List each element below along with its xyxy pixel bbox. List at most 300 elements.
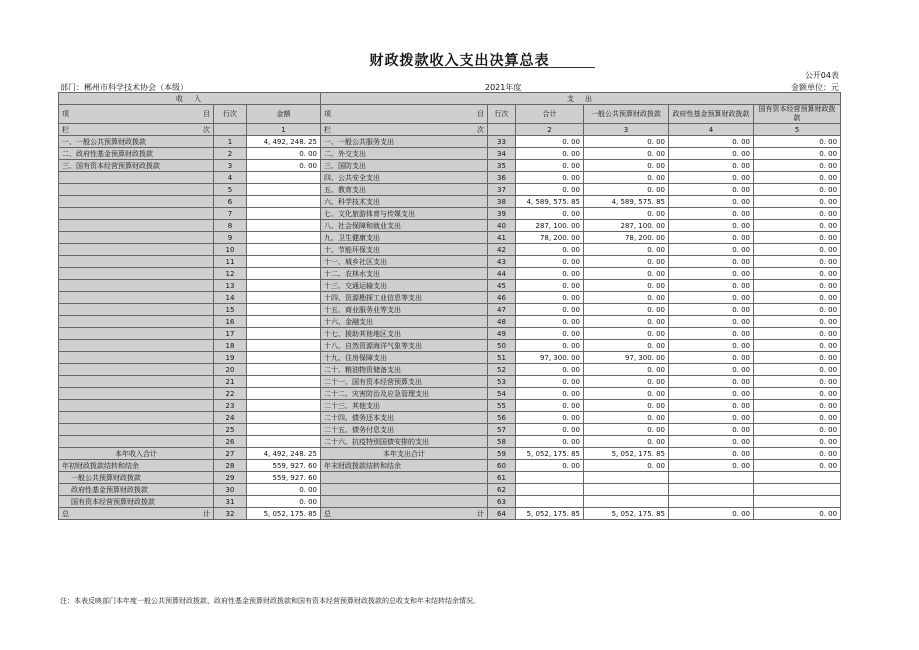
income-amount bbox=[247, 304, 321, 316]
table-row bbox=[59, 472, 841, 484]
income-row-no: 16 bbox=[214, 316, 247, 328]
expense-row-no: 62 bbox=[488, 484, 516, 496]
expense-item-label: 二十四、债务还本支出 bbox=[321, 412, 488, 424]
income-row-no: 23 bbox=[214, 400, 247, 412]
expense-gov-fund: 0. 00 bbox=[669, 304, 754, 316]
expense-general: 0. 00 bbox=[584, 424, 669, 436]
expense-gov-fund: 0. 00 bbox=[669, 316, 754, 328]
expense-general: 0. 00 bbox=[584, 280, 669, 292]
lan-ci-label bbox=[321, 124, 488, 136]
expense-row-no: 57 bbox=[488, 424, 516, 436]
table-row bbox=[59, 244, 841, 256]
expense-total: 97, 300. 00 bbox=[516, 352, 584, 364]
table-row bbox=[59, 280, 841, 292]
carry-sub-label: 一般公共预算财政拨款 bbox=[59, 472, 214, 484]
empty-cell bbox=[516, 472, 584, 484]
table-row bbox=[59, 220, 841, 232]
income-amount bbox=[247, 232, 321, 244]
expense-header: 支 出 bbox=[321, 93, 841, 105]
income-amount bbox=[247, 208, 321, 220]
expense-general: 5, 052, 175. 85 bbox=[584, 448, 669, 460]
income-amount bbox=[247, 412, 321, 424]
expense-gov-fund: 0. 00 bbox=[669, 388, 754, 400]
expense-state-capital: 0. 00 bbox=[754, 184, 841, 196]
carry-begin-label: 年初财政拨款结转和结余 bbox=[59, 460, 214, 472]
expense-state-capital: 0. 00 bbox=[754, 340, 841, 352]
income-item-label bbox=[59, 220, 214, 232]
row-no-header: 行次 bbox=[214, 105, 247, 124]
expense-gov-fund: 0. 00 bbox=[669, 352, 754, 364]
expense-gov-fund: 0. 00 bbox=[669, 400, 754, 412]
expense-item-label: 二十三、其他支出 bbox=[321, 400, 488, 412]
expense-total: 0. 00 bbox=[516, 208, 584, 220]
income-amount bbox=[247, 424, 321, 436]
income-row-no: 5 bbox=[214, 184, 247, 196]
expense-item-label: 十四、资源勘探工业信息等支出 bbox=[321, 292, 488, 304]
income-total-label: 本年收入合计 bbox=[59, 448, 214, 460]
expense-item-label: 十九、住房保障支出 bbox=[321, 352, 488, 364]
expense-item-label: 二十一、国有资本经营预算支出 bbox=[321, 376, 488, 388]
expense-gov-fund: 0. 00 bbox=[669, 328, 754, 340]
title-underline bbox=[415, 67, 595, 68]
lan-label: 栏 bbox=[62, 125, 69, 134]
income-item-label bbox=[59, 208, 214, 220]
state-capital-header: 国有资本经营预算财政拨款 bbox=[754, 105, 841, 124]
income-row-no: 20 bbox=[214, 364, 247, 376]
expense-total: 0. 00 bbox=[516, 292, 584, 304]
income-item-label bbox=[59, 316, 214, 328]
table-row bbox=[59, 376, 841, 388]
expense-general: 0. 00 bbox=[584, 184, 669, 196]
table-row bbox=[59, 412, 841, 424]
income-amount bbox=[247, 244, 321, 256]
income-item-label bbox=[59, 304, 214, 316]
expense-row-no: 61 bbox=[488, 472, 516, 484]
income-amount: 0. 00 bbox=[247, 160, 321, 172]
lan-number: 5 bbox=[754, 124, 841, 136]
income-item-label bbox=[59, 280, 214, 292]
expense-item-label: 一、一般公共服务支出 bbox=[321, 136, 488, 148]
income-row-no: 4 bbox=[214, 172, 247, 184]
income-row-no: 11 bbox=[214, 256, 247, 268]
income-item-label bbox=[59, 388, 214, 400]
grand-total-income-label bbox=[59, 508, 214, 520]
income-row-no: 24 bbox=[214, 412, 247, 424]
expense-item-label: 二十五、债务付息支出 bbox=[321, 424, 488, 436]
income-amount bbox=[247, 340, 321, 352]
empty-cell bbox=[669, 472, 754, 484]
income-row-no: 2 bbox=[214, 148, 247, 160]
expense-general: 0. 00 bbox=[584, 460, 669, 472]
income-row-no: 3 bbox=[214, 160, 247, 172]
expense-gov-fund: 0. 00 bbox=[669, 148, 754, 160]
income-row-no: 27 bbox=[214, 448, 247, 460]
item-header-start: 项 bbox=[62, 110, 69, 118]
expense-item-label: 十七、援助其他地区支出 bbox=[321, 328, 488, 340]
income-item-label bbox=[59, 232, 214, 244]
expense-state-capital: 0. 00 bbox=[754, 268, 841, 280]
expense-state-capital: 0. 00 bbox=[754, 208, 841, 220]
lan-label: 栏 bbox=[324, 125, 332, 134]
expense-row-no: 50 bbox=[488, 340, 516, 352]
table-row bbox=[59, 484, 841, 496]
general-budget-header: 一般公共预算财政拨款 bbox=[584, 105, 669, 124]
expense-state-capital: 0. 00 bbox=[754, 400, 841, 412]
income-row-no: 7 bbox=[214, 208, 247, 220]
expense-total: 0. 00 bbox=[516, 460, 584, 472]
expense-total: 0. 00 bbox=[516, 184, 584, 196]
expense-gov-fund: 0. 00 bbox=[669, 184, 754, 196]
expense-row-no: 46 bbox=[488, 292, 516, 304]
expense-general: 0. 00 bbox=[584, 292, 669, 304]
grand-total-start: 总 bbox=[62, 509, 69, 518]
income-amount bbox=[247, 196, 321, 208]
expense-total: 0. 00 bbox=[516, 436, 584, 448]
expense-item-label: 九、卫生健康支出 bbox=[321, 232, 488, 244]
expense-state-capital: 0. 00 bbox=[754, 460, 841, 472]
expense-gov-fund: 0. 00 bbox=[669, 280, 754, 292]
empty-cell bbox=[516, 496, 584, 508]
expense-state-capital: 0. 00 bbox=[754, 364, 841, 376]
expense-gov-fund: 0. 00 bbox=[669, 268, 754, 280]
expense-gov-fund: 0. 00 bbox=[669, 340, 754, 352]
carry-sub-label: 政府性基金预算财政拨款 bbox=[59, 484, 214, 496]
expense-row-no: 53 bbox=[488, 376, 516, 388]
expense-total: 0. 00 bbox=[516, 424, 584, 436]
expense-gov-fund: 0. 00 bbox=[669, 172, 754, 184]
row-no-header: 行次 bbox=[488, 105, 516, 124]
expense-total: 0. 00 bbox=[516, 364, 584, 376]
empty-cell bbox=[754, 472, 841, 484]
expense-state-capital: 0. 00 bbox=[754, 136, 841, 148]
grand-total-expense-label bbox=[321, 508, 488, 520]
expense-gov-fund: 0. 00 bbox=[669, 160, 754, 172]
income-row-no: 26 bbox=[214, 436, 247, 448]
income-amount bbox=[247, 436, 321, 448]
expense-total: 0. 00 bbox=[516, 340, 584, 352]
footnote: 注：本表反映部门本年度一般公共预算财政拨款、政府性基金预算财政拨款和国有资本经营预算财政拨款的总收支和年末结转结余情况。 bbox=[60, 597, 480, 605]
empty-cell bbox=[584, 496, 669, 508]
expense-general: 287, 100. 00 bbox=[584, 220, 669, 232]
grand-total-end: 计 bbox=[477, 509, 485, 518]
grand-total-amount: 5, 052, 175. 85 bbox=[247, 508, 321, 520]
income-row-no: 29 bbox=[214, 472, 247, 484]
budget-table bbox=[58, 92, 841, 520]
expense-row-no: 47 bbox=[488, 304, 516, 316]
income-amount bbox=[247, 328, 321, 340]
amount-header: 金额 bbox=[247, 105, 321, 124]
expense-row-no: 38 bbox=[488, 196, 516, 208]
income-item-label bbox=[59, 340, 214, 352]
income-amount bbox=[247, 172, 321, 184]
expense-general: 0. 00 bbox=[584, 364, 669, 376]
expense-gov-fund: 0. 00 bbox=[669, 424, 754, 436]
expense-item-label: 七、文化旅游体育与传媒支出 bbox=[321, 208, 488, 220]
expense-total: 0. 00 bbox=[516, 412, 584, 424]
carry-sub-amount: 0. 00 bbox=[247, 484, 321, 496]
income-amount bbox=[247, 268, 321, 280]
expense-general: 5, 052, 175. 85 bbox=[584, 508, 669, 520]
expense-general: 0. 00 bbox=[584, 304, 669, 316]
expense-item-label: 四、公共安全支出 bbox=[321, 172, 488, 184]
income-amount bbox=[247, 364, 321, 376]
expense-row-no: 48 bbox=[488, 316, 516, 328]
grand-total-start: 总 bbox=[324, 509, 332, 518]
expense-row-no: 63 bbox=[488, 496, 516, 508]
expense-row-no: 34 bbox=[488, 148, 516, 160]
expense-gov-fund: 0. 00 bbox=[669, 208, 754, 220]
table-row bbox=[59, 460, 841, 472]
income-row-no: 9 bbox=[214, 232, 247, 244]
lan-number: 1 bbox=[247, 124, 321, 136]
table-row bbox=[59, 364, 841, 376]
expense-item-label: 二十二、灾害防治及应急管理支出 bbox=[321, 388, 488, 400]
expense-item-label: 八、社会保障和就业支出 bbox=[321, 220, 488, 232]
expense-total: 0. 00 bbox=[516, 376, 584, 388]
department-label: 部门：郴州市科学技术协会（本级） bbox=[60, 83, 188, 92]
income-row-no: 15 bbox=[214, 304, 247, 316]
income-item-label bbox=[59, 412, 214, 424]
expense-total: 5, 052, 175. 85 bbox=[516, 448, 584, 460]
income-item-label bbox=[59, 268, 214, 280]
expense-item-label: 三、国防支出 bbox=[321, 160, 488, 172]
expense-gov-fund: 0. 00 bbox=[669, 256, 754, 268]
expense-row-no: 42 bbox=[488, 244, 516, 256]
income-row-no: 17 bbox=[214, 328, 247, 340]
ci-label: 次 bbox=[477, 125, 485, 134]
table-row bbox=[59, 400, 841, 412]
empty-cell bbox=[754, 484, 841, 496]
expense-item-label: 十五、商业服务业等支出 bbox=[321, 304, 488, 316]
income-amount bbox=[247, 280, 321, 292]
income-item-label bbox=[59, 244, 214, 256]
table-row bbox=[59, 340, 841, 352]
expense-state-capital: 0. 00 bbox=[754, 328, 841, 340]
expense-gov-fund: 0. 00 bbox=[669, 412, 754, 424]
expense-general: 0. 00 bbox=[584, 436, 669, 448]
expense-general: 0. 00 bbox=[584, 172, 669, 184]
unit-label: 金额单位：元 bbox=[791, 83, 839, 92]
expense-total: 0. 00 bbox=[516, 280, 584, 292]
table-row bbox=[59, 160, 841, 172]
income-row-no: 28 bbox=[214, 460, 247, 472]
expense-gov-fund: 0. 00 bbox=[669, 448, 754, 460]
expense-total: 0. 00 bbox=[516, 316, 584, 328]
year-label: 2021年度 bbox=[485, 83, 522, 92]
expense-item-label: 六、科学技术支出 bbox=[321, 196, 488, 208]
expense-item-label: 十二、农林水支出 bbox=[321, 268, 488, 280]
income-row-no: 8 bbox=[214, 220, 247, 232]
empty-cell bbox=[754, 496, 841, 508]
lan-number: 4 bbox=[669, 124, 754, 136]
income-row-no: 32 bbox=[214, 508, 247, 520]
expense-row-no: 33 bbox=[488, 136, 516, 148]
expense-general: 97, 300. 00 bbox=[584, 352, 669, 364]
expense-total: 0. 00 bbox=[516, 148, 584, 160]
expense-general: 0. 00 bbox=[584, 328, 669, 340]
expense-general: 0. 00 bbox=[584, 340, 669, 352]
income-row-no: 22 bbox=[214, 388, 247, 400]
expense-row-no: 44 bbox=[488, 268, 516, 280]
expense-state-capital: 0. 00 bbox=[754, 196, 841, 208]
expense-total-label: 本年支出合计 bbox=[321, 448, 488, 460]
expense-state-capital: 0. 00 bbox=[754, 424, 841, 436]
table-row bbox=[59, 196, 841, 208]
expense-total: 0. 00 bbox=[516, 400, 584, 412]
income-item-label: 二、政府性基金预算财政拨款 bbox=[59, 148, 214, 160]
expense-state-capital: 0. 00 bbox=[754, 292, 841, 304]
carry-sub-label: 国有资本经营预算财政拨款 bbox=[59, 496, 214, 508]
lan-ci-label bbox=[59, 124, 214, 136]
expense-gov-fund: 0. 00 bbox=[669, 232, 754, 244]
total-header: 合计 bbox=[516, 105, 584, 124]
empty-cell bbox=[584, 484, 669, 496]
expense-item-header bbox=[321, 105, 488, 124]
expense-row-no: 59 bbox=[488, 448, 516, 460]
expense-gov-fund: 0. 00 bbox=[669, 220, 754, 232]
income-row-no: 30 bbox=[214, 484, 247, 496]
table-row bbox=[59, 208, 841, 220]
expense-total: 0. 00 bbox=[516, 388, 584, 400]
income-item-label bbox=[59, 364, 214, 376]
empty-cell bbox=[321, 484, 488, 496]
expense-item-label: 二十六、抗疫特别国债安排的支出 bbox=[321, 436, 488, 448]
expense-row-no: 36 bbox=[488, 172, 516, 184]
expense-state-capital: 0. 00 bbox=[754, 508, 841, 520]
expense-row-no: 43 bbox=[488, 256, 516, 268]
expense-state-capital: 0. 00 bbox=[754, 280, 841, 292]
expense-state-capital: 0. 00 bbox=[754, 220, 841, 232]
expense-gov-fund: 0. 00 bbox=[669, 196, 754, 208]
expense-general: 0. 00 bbox=[584, 256, 669, 268]
table-row bbox=[59, 172, 841, 184]
income-item-label bbox=[59, 436, 214, 448]
income-amount bbox=[247, 388, 321, 400]
income-amount: 0. 00 bbox=[247, 148, 321, 160]
table-row bbox=[59, 424, 841, 436]
item-header-end: 目 bbox=[477, 110, 485, 118]
expense-general: 0. 00 bbox=[584, 316, 669, 328]
carry-sub-amount: 0. 00 bbox=[247, 496, 321, 508]
table-row bbox=[59, 136, 841, 148]
expense-state-capital: 0. 00 bbox=[754, 448, 841, 460]
income-row-no: 31 bbox=[214, 496, 247, 508]
expense-total: 0. 00 bbox=[516, 172, 584, 184]
expense-row-no: 51 bbox=[488, 352, 516, 364]
expense-general: 0. 00 bbox=[584, 400, 669, 412]
expense-row-no: 39 bbox=[488, 208, 516, 220]
expense-state-capital: 0. 00 bbox=[754, 172, 841, 184]
income-row-no: 25 bbox=[214, 424, 247, 436]
grand-total-end: 计 bbox=[203, 509, 210, 518]
expense-gov-fund: 0. 00 bbox=[669, 364, 754, 376]
table-row bbox=[59, 184, 841, 196]
lan-number: 2 bbox=[516, 124, 584, 136]
expense-row-no: 41 bbox=[488, 232, 516, 244]
expense-gov-fund: 0. 00 bbox=[669, 244, 754, 256]
empty-cell bbox=[321, 472, 488, 484]
expense-general: 0. 00 bbox=[584, 160, 669, 172]
expense-general: 0. 00 bbox=[584, 388, 669, 400]
income-header: 收 入 bbox=[59, 93, 321, 105]
expense-row-no: 45 bbox=[488, 280, 516, 292]
income-amount bbox=[247, 400, 321, 412]
expense-gov-fund: 0. 00 bbox=[669, 508, 754, 520]
income-item-label bbox=[59, 196, 214, 208]
expense-state-capital: 0. 00 bbox=[754, 160, 841, 172]
income-row-no: 19 bbox=[214, 352, 247, 364]
expense-item-label: 二十、粮油物资储备支出 bbox=[321, 364, 488, 376]
income-item-label bbox=[59, 184, 214, 196]
table-row bbox=[59, 256, 841, 268]
income-row-no: 12 bbox=[214, 268, 247, 280]
income-item-label bbox=[59, 256, 214, 268]
income-item-label: 一、一般公共预算财政拨款 bbox=[59, 136, 214, 148]
empty-cell bbox=[516, 484, 584, 496]
carry-end-label: 年末财政拨款结转和结余 bbox=[321, 460, 488, 472]
page-title: 财政拨款收入支出决算总表 bbox=[369, 53, 550, 69]
expense-item-label: 十六、金融支出 bbox=[321, 316, 488, 328]
table-row bbox=[59, 388, 841, 400]
table-row bbox=[59, 508, 841, 520]
table-row bbox=[59, 268, 841, 280]
table-number: 公开04表 bbox=[804, 71, 839, 80]
expense-state-capital: 0. 00 bbox=[754, 148, 841, 160]
carry-begin-amount: 559, 927. 60 bbox=[247, 460, 321, 472]
expense-general: 0. 00 bbox=[584, 244, 669, 256]
expense-total: 0. 00 bbox=[516, 136, 584, 148]
expense-state-capital: 0. 00 bbox=[754, 316, 841, 328]
ci-label: 次 bbox=[203, 125, 210, 134]
expense-state-capital: 0. 00 bbox=[754, 388, 841, 400]
expense-row-no: 54 bbox=[488, 388, 516, 400]
income-amount bbox=[247, 184, 321, 196]
empty-cell bbox=[669, 484, 754, 496]
expense-total: 78, 200. 00 bbox=[516, 232, 584, 244]
expense-general: 78, 200. 00 bbox=[584, 232, 669, 244]
table-row bbox=[59, 352, 841, 364]
table-row bbox=[59, 232, 841, 244]
expense-state-capital: 0. 00 bbox=[754, 412, 841, 424]
expense-gov-fund: 0. 00 bbox=[669, 136, 754, 148]
expense-state-capital: 0. 00 bbox=[754, 304, 841, 316]
expense-total: 0. 00 bbox=[516, 304, 584, 316]
table-row bbox=[59, 316, 841, 328]
expense-general: 0. 00 bbox=[584, 268, 669, 280]
expense-row-no: 40 bbox=[488, 220, 516, 232]
income-row-no: 14 bbox=[214, 292, 247, 304]
expense-item-label: 五、教育支出 bbox=[321, 184, 488, 196]
expense-row-no: 52 bbox=[488, 364, 516, 376]
expense-item-label: 十、节能环保支出 bbox=[321, 244, 488, 256]
income-item-label bbox=[59, 292, 214, 304]
expense-item-label: 十八、自然资源海洋气象等支出 bbox=[321, 340, 488, 352]
expense-state-capital: 0. 00 bbox=[754, 436, 841, 448]
expense-total: 4, 589, 575. 85 bbox=[516, 196, 584, 208]
expense-gov-fund: 0. 00 bbox=[669, 376, 754, 388]
income-item-label: 三、国有资本经营预算财政拨款 bbox=[59, 160, 214, 172]
expense-row-no: 60 bbox=[488, 460, 516, 472]
income-amount bbox=[247, 256, 321, 268]
income-amount bbox=[247, 316, 321, 328]
expense-total: 287, 100. 00 bbox=[516, 220, 584, 232]
table-row bbox=[59, 496, 841, 508]
lan-number: 3 bbox=[584, 124, 669, 136]
carry-sub-amount: 559, 927. 60 bbox=[247, 472, 321, 484]
table-row bbox=[59, 148, 841, 160]
expense-general: 0. 00 bbox=[584, 376, 669, 388]
income-item-label bbox=[59, 376, 214, 388]
